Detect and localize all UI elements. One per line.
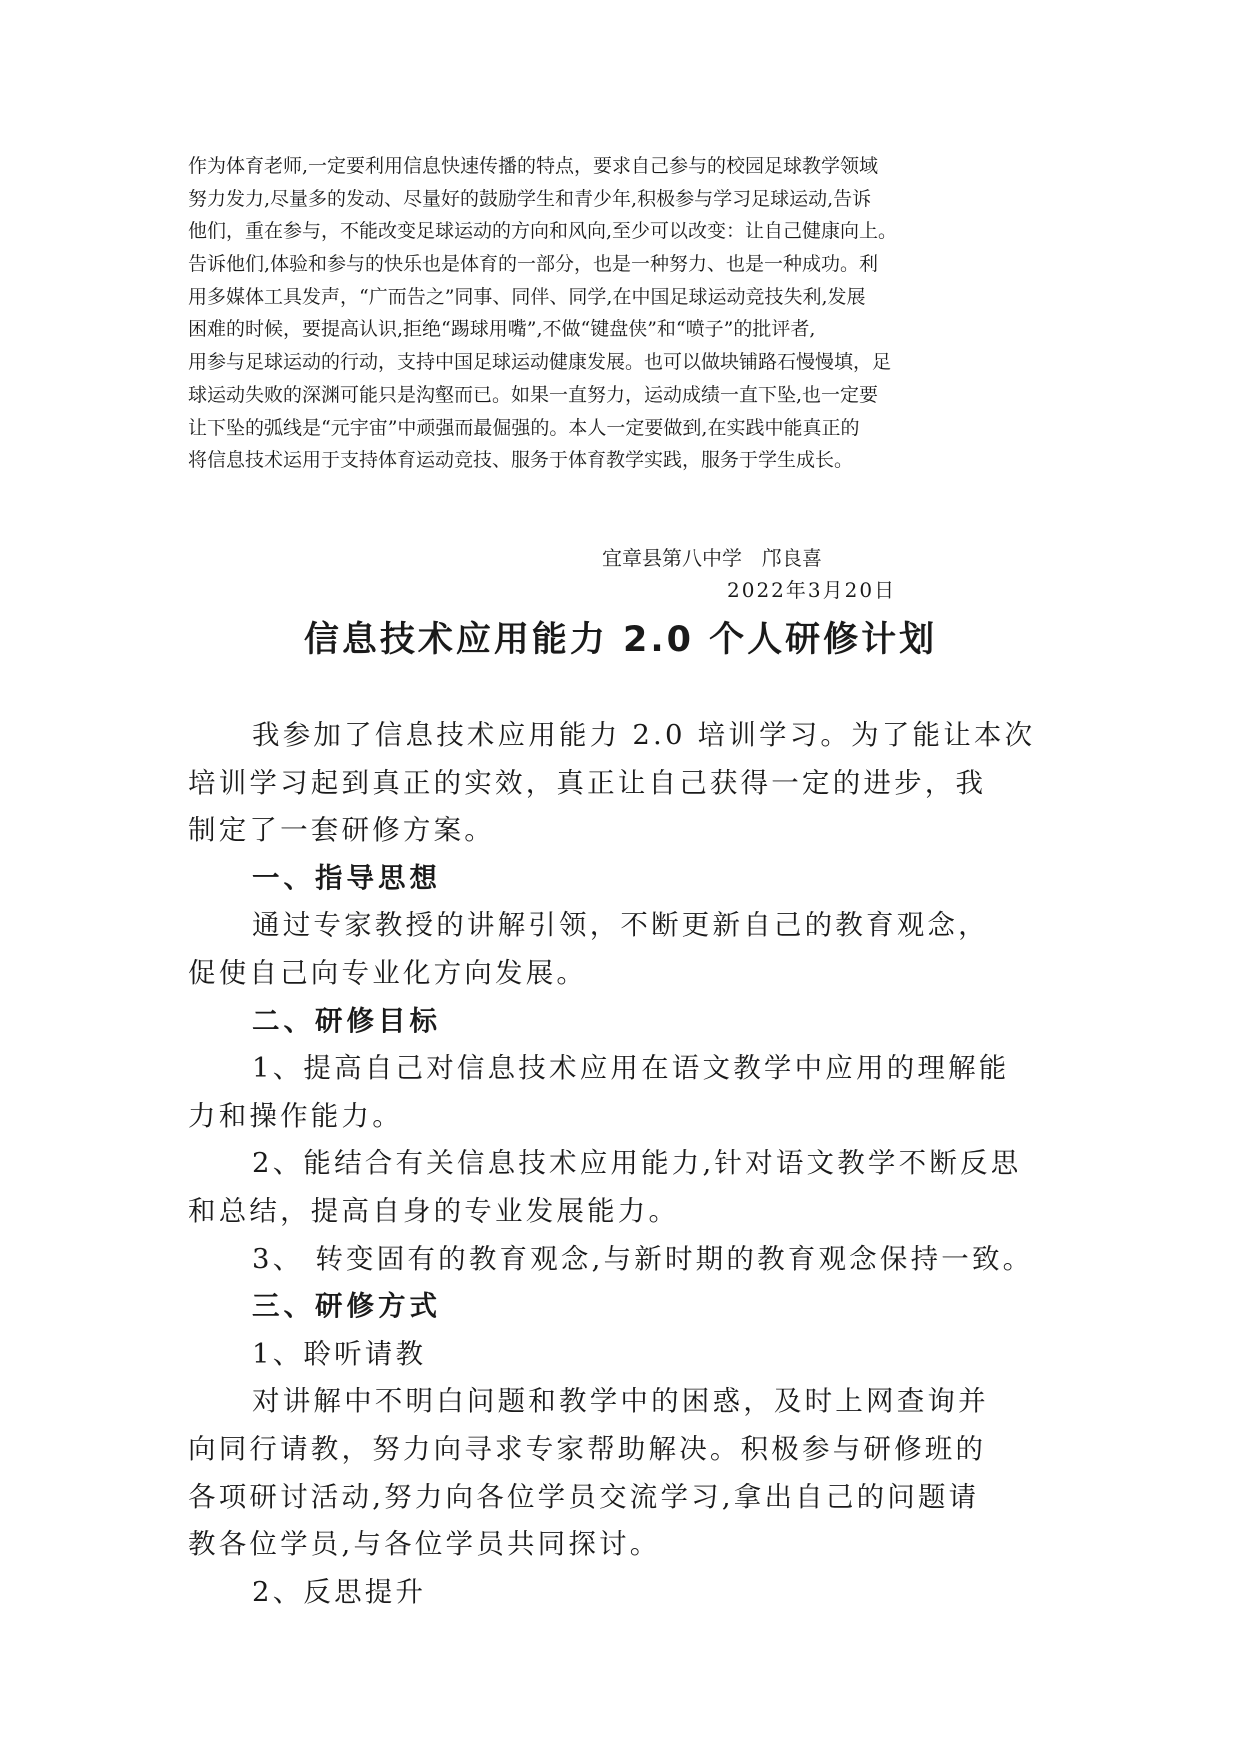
paragraph-line: 困难的时候，要提高认识,拒绝“踢球用嘴”,不做“键盘侠”和“喷子”的批评者, [188, 318, 816, 341]
body-line: 我参加了信息技术应用能力 2.0 培训学习。为了能让本次 [252, 719, 1036, 751]
paragraph-line: 努力发力,尽量多的发动、尽量好的鼓励学生和青少年,积极参与学习足球运动,告诉 [188, 187, 872, 210]
body-line: 3、 转变固有的教育观念,与新时期的教育观念保持一致。 [252, 1242, 1034, 1275]
body-line: 力和操作能力。 [188, 1099, 403, 1132]
body-text [188, 712, 1068, 1616]
body-line: 各项研讨活动,努力向各位学员交流学习,拿出自己的问题请 [188, 1480, 980, 1513]
body-line: 对讲解中不明白问题和教学中的困惑，及时上网查询并 [252, 1385, 989, 1418]
body-line: 培训学习起到真正的实效，真正让自己获得一定的进步，我 [188, 766, 987, 799]
document-title: 信息技术应用能力 2.0 个人研修计划 [303, 620, 938, 660]
body-line: 向同行请教，努力向寻求专家帮助解决。积极参与研修班的 [188, 1432, 987, 1465]
body-line: 通过专家教授的讲解引领，不断更新自己的教育观念， [252, 909, 989, 942]
paragraph-line: 用多媒体工具发声，“广而告之”同事、同伴、同学,在中国足球运动竞技失利,发展 [188, 285, 866, 308]
section-heading: 二、研修目标 [252, 1004, 441, 1037]
body-line: 2、能结合有关信息技术应用能力,针对语文教学不断反思 [252, 1147, 1022, 1180]
paragraph-line: 他们，重在参与，不能改变足球运动的方向和风向,至少可以改变：让自己健康向上。 [188, 220, 898, 243]
paragraph-line: 作为体育老师,一定要利用信息快速传播的特点，要求自己参与的校园足球教学领域 [188, 155, 879, 177]
body-line: 1、聆听请教 [252, 1337, 427, 1370]
body-line: 促使自己向专业化方向发展。 [188, 956, 588, 989]
paragraph-line: 球运动失败的深渊可能只是沟壑而已。如果一直努力，运动成绩一直下坠,也一定要 [188, 383, 879, 406]
top-paragraph [188, 150, 1068, 477]
signature-school-author: 宜章县第八中学 邝良喜 [602, 546, 822, 570]
section-heading: 三、研修方式 [252, 1290, 441, 1323]
body-line: 2、反思提升 [252, 1575, 427, 1608]
body-line: 教各位学员,与各位学员共同探讨。 [188, 1528, 661, 1561]
body-line: 和总结，提高自身的专业发展能力。 [188, 1194, 680, 1227]
paragraph-line: 用参与足球运动的行动，支持中国足球运动健康发展。也可以做块铺路石慢慢填，足 [188, 351, 892, 374]
body-line: 1、提高自己对信息技术应用在语文教学中应用的理解能 [252, 1052, 1010, 1085]
signature-date: 2022年3月20日 [727, 578, 897, 602]
paragraph-line: 告诉他们,体验和参与的快乐也是体育的一部分，也是一种努力、也是一种成功。利 [188, 253, 879, 276]
section-heading: 一、指导思想 [252, 861, 441, 894]
body-line: 制定了一套研修方案。 [188, 814, 495, 847]
paragraph-line: 将信息技术运用于支持体育运动竞技、服务于体育教学实践，服务于学生成长。 [188, 449, 854, 472]
paragraph-line: 让下坠的弧线是“元宇宙”中顽强而最倔强的。本人一定要做到,在实践中能真正的 [188, 416, 860, 439]
